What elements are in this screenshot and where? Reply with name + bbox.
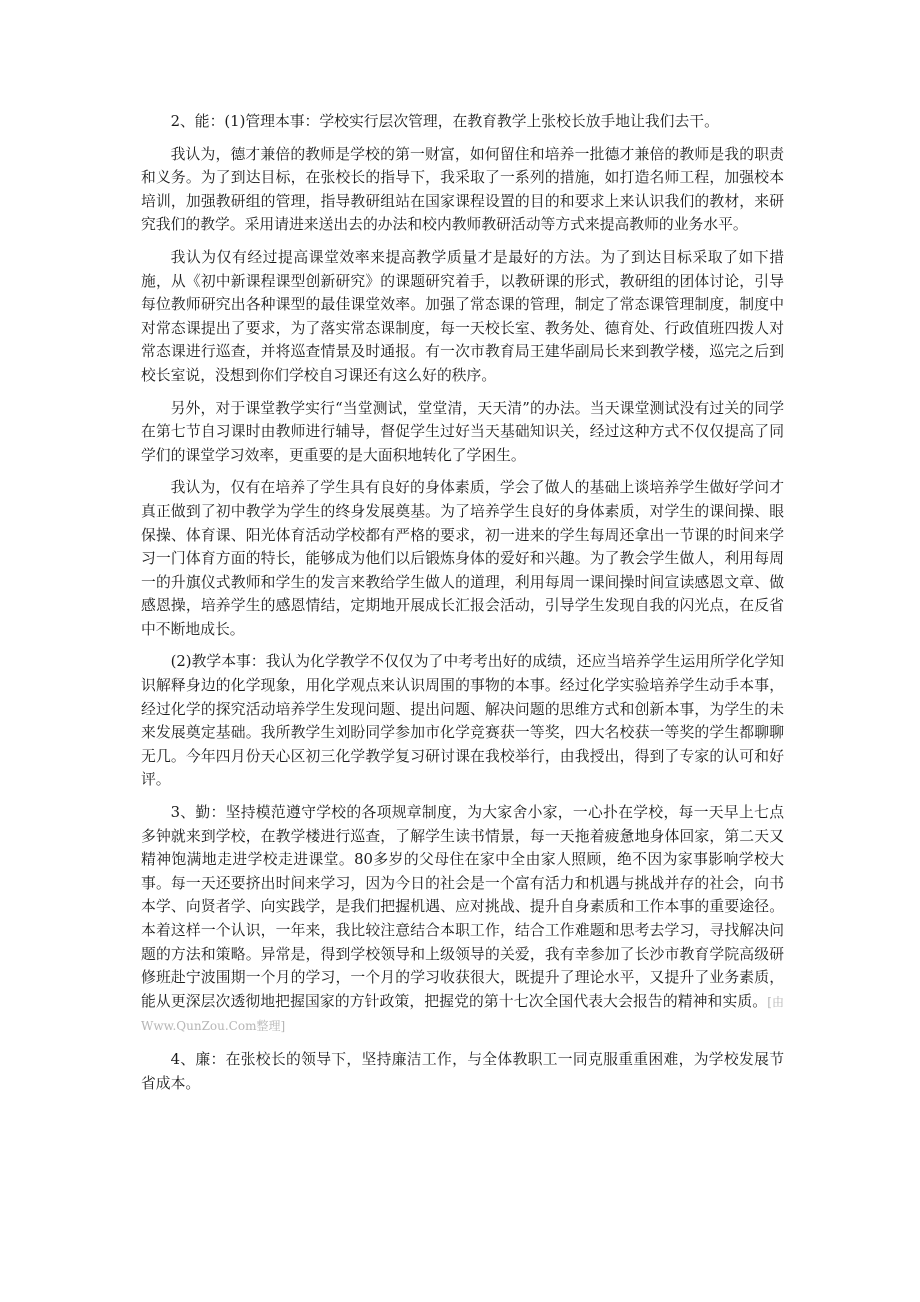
document-body: [141, 110, 784, 1104]
paragraph-teacher-development: 我认为，德才兼倍的教师是学校的第一财富，如何留住和培养一批德才兼倍的教师是我的职责和义务。为了到达目标，在张校长的指导下，我采取了一系列的措施，如打造名师工程，加强校本培训，加强教研组的管理，指导教研组站在国家课程设置的目的和要求上来认识我们的教材，来研究我们的教学。采用请进来送出去的办法和校内教师教研活动等方式来提高教师的业务水平。: [141, 145, 784, 234]
paragraph-integrity: 4、廉：在张校长的领导下，坚持廉洁工作，与全体教职工一同克服重重困难，为学校发展节省成本。: [141, 1050, 784, 1092]
paragraph-diligence-text: 3、勤：坚持模范遵守学校的各项规章制度，为大家舍小家，一心扑在学校，每一天早上七点多钟就来到学校，在教学楼进行巡查，了解学生读书情景，每一天拖着疲惫地身体回家，第二天又精神饱满地走进学校走进课堂。80多岁的父母住在家中全由家人照顾，绝不因为家事影响学校大事。每一天还要挤出时间来学习，因为今日的社会是一个富有活力和机遇与挑战并存的社会，向书本学、向贤者学、向实践学，是我们把握机遇、应对挑战、提升自身素质和工作本事的重要途径。本着这样一个认识，一年来，我比较注意结合本职工作，结合工作难题和思考去学习，寻找解决问题的方法和策略。异常是，得到学校领导和上级领导的关爱，我有幸参加了长沙市教育学院高级研修班赴宁波围期一个月的学习，一个月的学习收获很大，既提升了理论水平，又提升了业务素质，能从更深层次透彻地把握国家的方针政策，把握党的第十七次全国代表大会报告的精神和实质。: [141, 804, 784, 1010]
paragraph-classroom-testing: 另外，对于课堂教学实行“当堂测试，堂堂清，天天清”的办法。当天课堂测试没有过关的同学在第七节自习课时由教师进行辅导，督促学生过好当天基础知识关，经过这种方式不仅仅提高了同学们的课堂学习效率，更重要的是大面积地转化了学困生。: [141, 399, 784, 464]
paragraph-diligence: [141, 801, 784, 1039]
paragraph-classroom-efficiency: 我认为仅有经过提高课堂效率来提高教学质量才是最好的方法。为了到达目标采取了如下措施，从《初中新课程课型创新研究》的课题研究着手，以教研课的形式，教研组的团体讨论，引导每位教师研究出各种课型的最佳课堂效率。加强了常态课的管理，制定了常态课管理制度，制度中对常态课提出了要求，为了落实常态课制度，每一天校长室、教务处、德育处、行政值班四拨人对常态课进行巡查，并将巡查情景及时通报。有一次市教育局王建华副局长来到教学楼，巡完之后到校长室说，没想到你们学校自习课还有这么好的秩序。: [141, 248, 784, 384]
paragraph-teaching-ability: (2)教学本事：我认为化学教学不仅仅为了中考考出好的成绩，还应当培养学生运用所学化学知识解释身边的化学现象，用化学观点来认识周围的事物的本事。经过化学实验培养学生动手本事，经过化学的探究活动培养学生发现问题、提出问题、解决问题的思维方式和创新本事，为学生的未来发展奠定基础。我所教学生刘盼同学参加市化学竞赛获一等奖，四大名校获一等奖的学生都聊聊无几。今年四月份天心区初三化学教学复习研讨课在我校举行，由我授出，得到了专家的认可和好评。: [141, 653, 784, 789]
source-watermark: [由Www.QunZou.Com整理]: [141, 994, 784, 1034]
paragraph-physical-quality: 我认为，仅有在培养了学生具有良好的身体素质，学会了做人的基础上谈培养学生做好学问才真正做到了初中教学为学生的终身发展奠基。为了培养学生良好的身体素质，对学生的课间操、眼保操、体育课、阳光体育活动学校都有严格的要求，初一进来的学生每周还拿出一节课的时间来学习一门体育方面的特长，能够成为他们以后锻炼身体的爱好和兴趣。为了教会学生做人，利用每周一的升旗仪式教师和学生的发言来教给学生做人的道理，利用每周一课间操时间宣读感恩文章、做感恩操，培养学生的感恩情结，定期地开展成长汇报会活动，引导学生发现自我的闪光点，在反省中不断地成长。: [141, 479, 784, 638]
paragraph-ability-management: 2、能：(1)管理本事：学校实行层次管理，在教育教学上张校长放手地让我们去干。: [170, 113, 719, 130]
